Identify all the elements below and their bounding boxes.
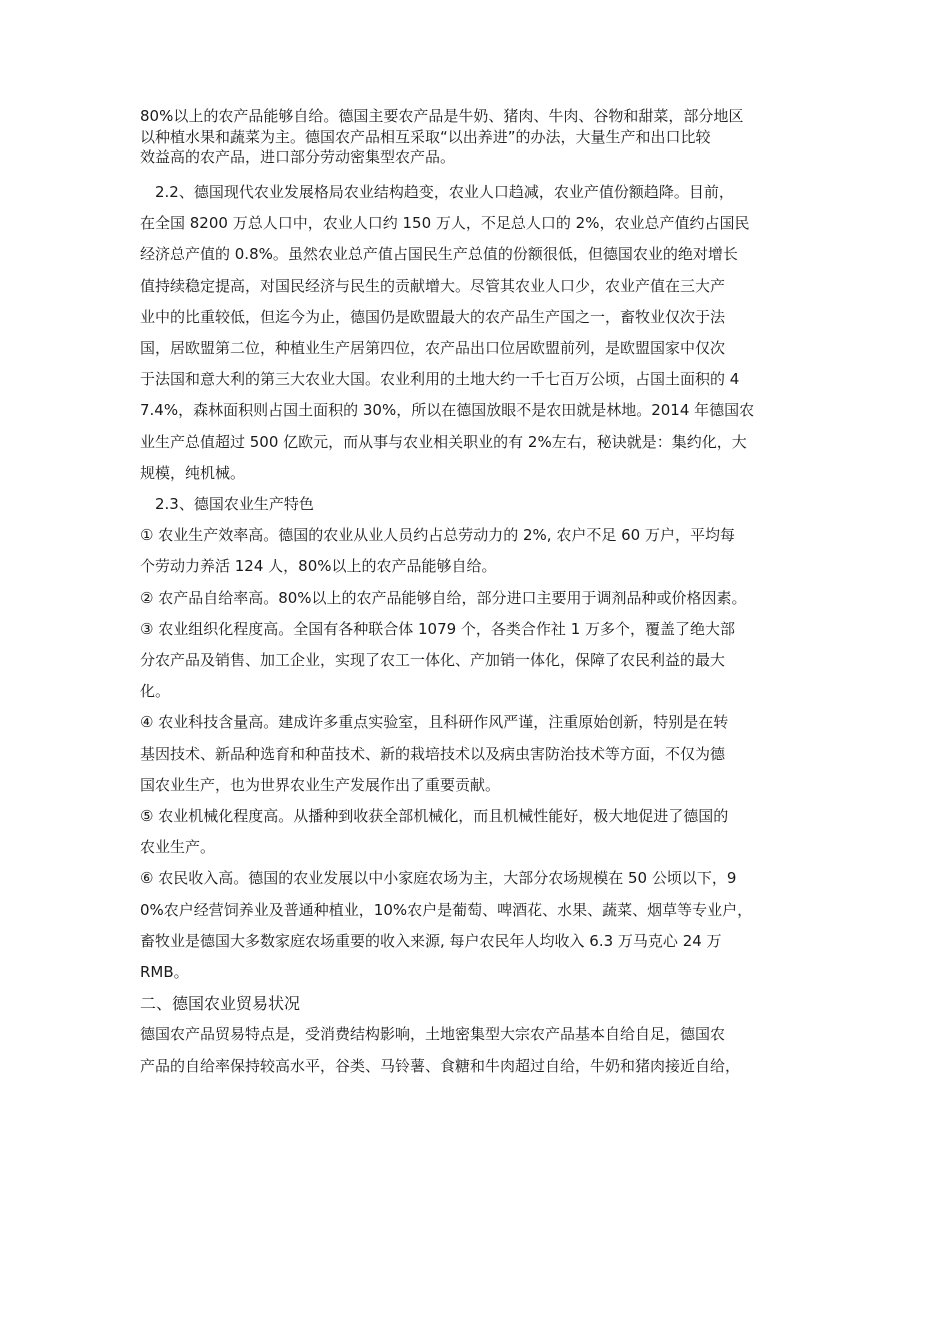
text-line: 个劳动力养活 124 人，80%以上的农产品能够自给。: [140, 557, 497, 576]
text-line: ① 农业生产效率高。德国的农业从业人员约占总劳动力的 2%, 农户不足 60 万户，平均每: [140, 526, 735, 545]
text-line: RMB。: [140, 963, 189, 982]
feature-item-1: [140, 520, 820, 582]
text-line: 基因技术、新品种选育和种苗技术、新的栽培技术以及病虫害防治技术等方面，不仅为德: [140, 744, 726, 763]
feature-item-3: [140, 614, 820, 708]
text-line: 化。: [140, 682, 171, 701]
text-line: 值持续稳定提高，对国民经济与民生的贡献增大。尽管其农业人口少，农业产值在三大产: [140, 276, 726, 295]
trade-section: [140, 988, 820, 1082]
text-line: 分农产品及销售、加工企业，实现了农工一体化、产加销一体化，保障了农民利益的最大: [140, 651, 726, 670]
section-2-3-title: 2.3、德国农业生产特色: [155, 495, 314, 514]
text-line: 畜牧业是德国大多数家庭农场重要的收入来源, 每户农民年人均收入 6.3 万马克心 24 万: [140, 931, 722, 950]
text-line: 80%以上的农产品能够自给。德国主要农产品是牛奶、猪肉、牛肉、谷物和甜菜，部分地区: [140, 107, 744, 125]
text-line: 农业生产。: [140, 838, 216, 857]
text-line: 业中的比重较低，但迄今为止，德国仍是欧盟最大的农产品生产国之一，畜牧业仅次于法: [140, 307, 726, 326]
text-line: ⑤ 农业机械化程度高。从播种到收获全部机械化，而且机械性能好，极大地促进了德国的: [140, 807, 729, 826]
text-line: 经济总产值的 0.8%。虽然农业总产值占国民生产总值的份额很低，但德国农业的绝对增长: [140, 245, 738, 264]
text-line: 以种植水果和蔬菜为主。德国农产品相互采取“以出养进”的办法，大量生产和出口比较: [140, 127, 711, 146]
main-body: [140, 177, 820, 1082]
text-line: 国农业生产，也为世界农业生产发展作出了重要贡献。: [140, 775, 501, 794]
text-line: ③ 农业组织化程度高。全国有各种联合体 1079 个，各类合作社 1 万多个，覆盖了绝大部: [140, 619, 736, 638]
text-line: 产品的自给率保持较高水平，谷类、马铃薯、食糖和牛肉超过自给，牛奶和猪肉接近自给，: [140, 1056, 741, 1075]
text-line: 在全国 8200 万总人口中，农业人口约 150 万人，不足总人口的 2%，农业总产值约占国民: [140, 214, 750, 233]
feature-item-2: [140, 583, 820, 614]
text-line: 效益高的农产品，进口部分劳动密集型农产品。: [140, 148, 456, 166]
text-line: 德国农产品贸易特点是，受消费结构影响，土地密集型大宗农产品基本自给自足，德国农: [140, 1025, 726, 1044]
text-line: 国，居欧盟第二位，种植业生产居第四位，农产品出口位居欧盟前列，是欧盟国家中仅次: [140, 339, 726, 358]
text-line: ② 农产品自给率高。80%以上的农产品能够自给，部分进口主要用于调剂品种或价格因素。: [140, 588, 747, 607]
text-line: 2.2、德国现代农业发展格局农业结构趋变，农业人口趋减，农业产值份额趋降。目前，: [155, 183, 734, 201]
intro-paragraph: [140, 106, 820, 168]
feature-item-6: [140, 863, 820, 988]
text-line: 0%农户经营饲养业及普通种植业，10%农户是葡萄、啤酒花、水果、蔬菜、烟草等专业户，: [140, 900, 753, 919]
text-line: 业生产总值超过 500 亿欧元，而从事与农业相关职业的有 2%左右，秘诀就是：集约化，大: [140, 432, 747, 451]
text-line: 7.4%，森林面积则占国土面积的 30%，所以在德国放眼不是农田就是林地。2014 年德国农: [140, 401, 755, 420]
feature-item-4: [140, 707, 820, 801]
text-line: 规模，纯机械。: [140, 463, 246, 482]
trade-paragraph: [140, 1019, 820, 1081]
trade-heading: 二、德国农业贸易状况: [140, 994, 301, 1014]
feature-item-5: [140, 801, 820, 863]
text-line: ④ 农业科技含量高。建成许多重点实验室，且科研作风严谨，注重原始创新，特别是在转: [140, 713, 729, 732]
text-line: 于法国和意大利的第三大农业大国。农业利用的土地大约一千七百万公顷，占国土面积的 4: [140, 370, 740, 389]
section-2-2-paragraph: [140, 177, 820, 489]
text-line: ⑥ 农民收入高。德国的农业发展以中小家庭农场为主，大部分农场规模在 50 公顷以下，9: [140, 869, 737, 888]
